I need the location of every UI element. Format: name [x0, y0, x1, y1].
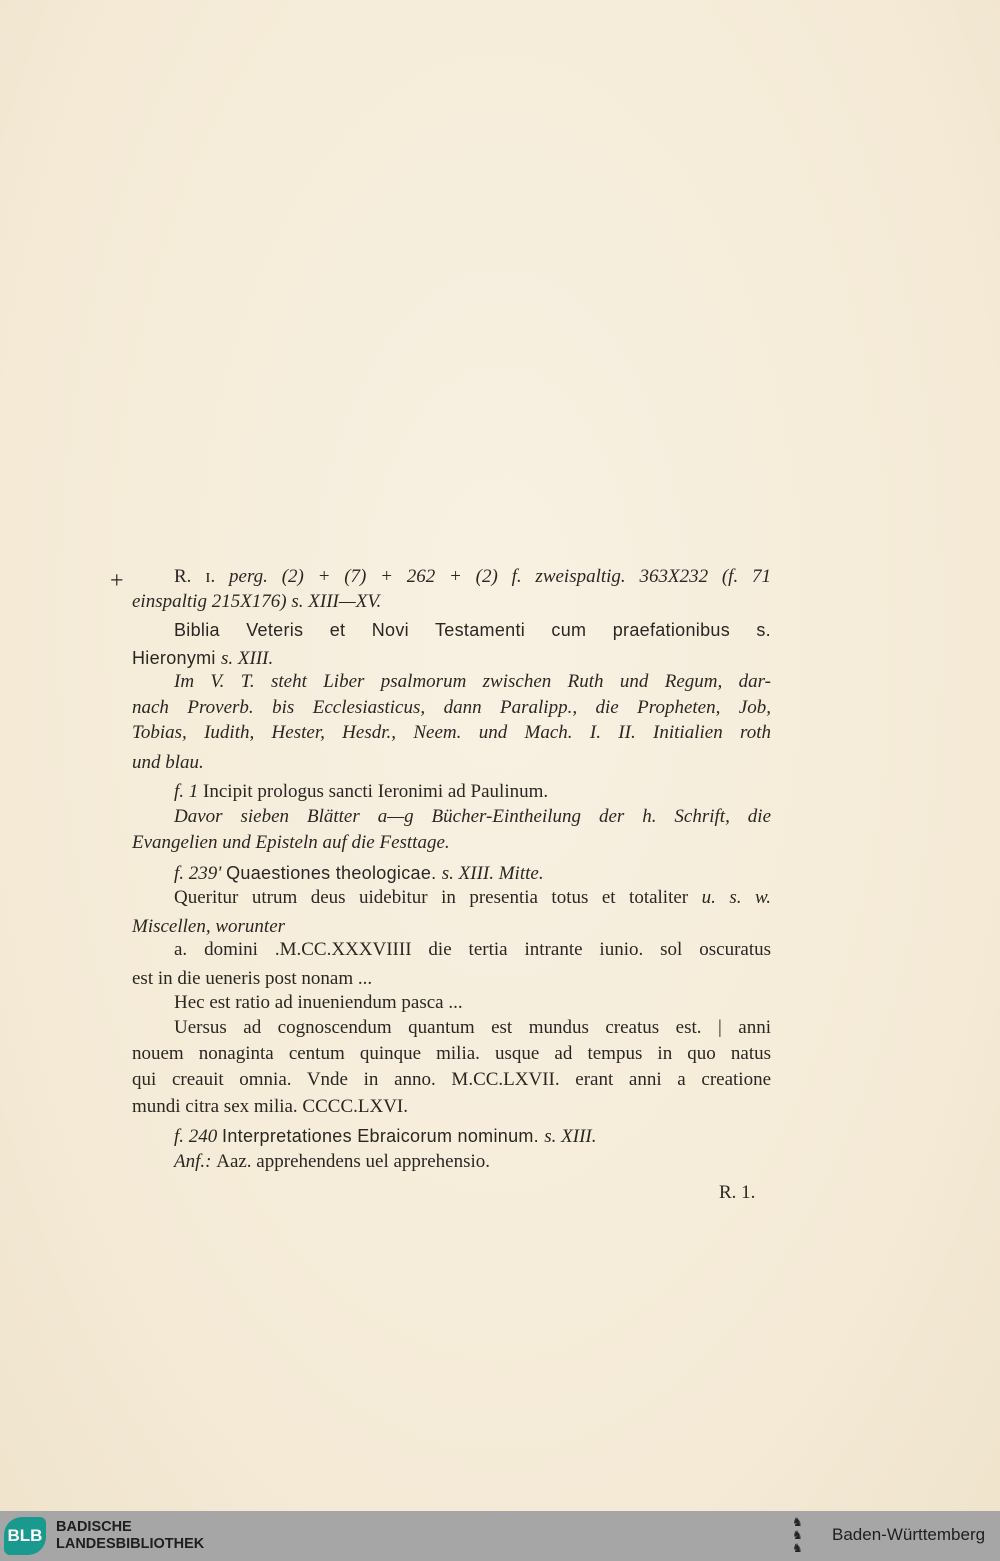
text-segment: Im V. T. steht Liber psalmorum zwischen Ruth und Regum, dar- [174, 671, 771, 692]
text-line [174, 671, 771, 693]
text-segment: Aaz. apprehendens uel apprehensio. [216, 1151, 491, 1172]
text-segment: u. s. w. [701, 887, 771, 908]
text-segment: Anf.: [174, 1151, 217, 1172]
text-line [174, 887, 771, 909]
library-name-line1: BADISCHE [56, 1519, 132, 1535]
text-segment: und blau. [132, 752, 204, 773]
signature: R. 1. [719, 1182, 756, 1203]
text-segment: perg. (2) + (7) + 262 + (2) f. zweispaltig. 363X232 (f. 71 [229, 566, 771, 587]
text-line [132, 1096, 408, 1118]
text-line [174, 939, 771, 961]
text-segment: einspaltig 215X176) s. XIII—XV. [132, 591, 382, 612]
text-line [132, 916, 285, 938]
text-segment: s. XIII. [221, 648, 274, 669]
text-segment: Incipit prologus sancti Ieronimi ad Paulinum. [203, 781, 549, 802]
library-name[interactable] [56, 1519, 204, 1553]
text-segment: a. domini .M.CC.XXXVIIII die tertia intrante iunio. sol oscuratus [174, 939, 771, 960]
text-line [174, 781, 548, 803]
text-line [132, 752, 204, 774]
text-line [132, 591, 381, 613]
text-line [132, 968, 372, 990]
text-line [174, 1125, 597, 1148]
text-line [174, 1017, 771, 1039]
text-segment: qui creauit omnia. Vnde in anno. M.CC.LXVII. erant anni a creatione [132, 1069, 771, 1090]
text-segment: est in die ueneris post nonam ... [132, 968, 373, 989]
text-line [132, 722, 771, 744]
text-segment: R. ɪ. [174, 566, 230, 587]
text-segment: Interpretationes Ebraicorum nominum. [222, 1126, 545, 1146]
text-segment: mundi citra sex milia. CCCC.LXVI. [132, 1096, 409, 1117]
text-segment: f. 239' [174, 863, 227, 884]
text-line [174, 992, 463, 1014]
margin-mark: + [110, 568, 124, 594]
text-line [174, 566, 771, 588]
text-segment: Quaestiones theologicae. [226, 863, 442, 883]
text-segment: nouem nonaginta centum quinque milia. usque ad tempus in quo natus [132, 1043, 771, 1064]
text-line [174, 619, 771, 642]
text-segment: f. 1 [174, 781, 204, 802]
text-segment: nach Proverb. bis Ecclesiasticus, dann Paralipp., die Propheten, Job, [132, 697, 771, 718]
text-line [174, 862, 544, 885]
text-segment: Miscellen, worunter [132, 916, 286, 937]
text-line [132, 1069, 771, 1091]
blb-logo[interactable]: BLB [4, 1517, 46, 1555]
text-segment: Tobias, Iudith, Hester, Hesdr., Neem. und Mach. I. II. Initialien roth [132, 722, 771, 743]
text-line [132, 647, 273, 670]
text-line [132, 697, 771, 719]
text-segment: Uersus ad cognoscendum quantum est mundus creatus est. | anni [174, 1017, 771, 1038]
text-segment: Biblia Veteris et Novi Testamenti cum praefationibus s. [174, 620, 771, 640]
text-line [132, 1043, 771, 1065]
text-line [174, 806, 771, 828]
lions-coat-of-arms-icon: ♞ ♞ ♞ [792, 1515, 803, 1555]
footer-bar [0, 1511, 1000, 1561]
text-segment: Evangelien und Episteln auf die Festtage. [132, 832, 450, 853]
text-segment: Hec est ratio ad inueniendum pasca ... [174, 992, 463, 1013]
library-name-line2: LANDESBIBLIOTHEK [56, 1536, 205, 1552]
text-line [132, 832, 450, 854]
text-segment: s. XIII. [544, 1126, 597, 1147]
state-name[interactable]: Baden-Württemberg [832, 1525, 986, 1544]
text-line [174, 1151, 490, 1173]
text-segment: Hieronymi [132, 648, 222, 668]
text-segment: Davor sieben Blätter a—g Bücher-Eintheilung der h. Schrift, die [174, 806, 771, 827]
text-segment: f. 240 [174, 1126, 223, 1147]
text-segment: s. XIII. Mitte. [441, 863, 544, 884]
text-segment: Queritur utrum deus uidebitur in presentia totus et totaliter [174, 887, 702, 908]
